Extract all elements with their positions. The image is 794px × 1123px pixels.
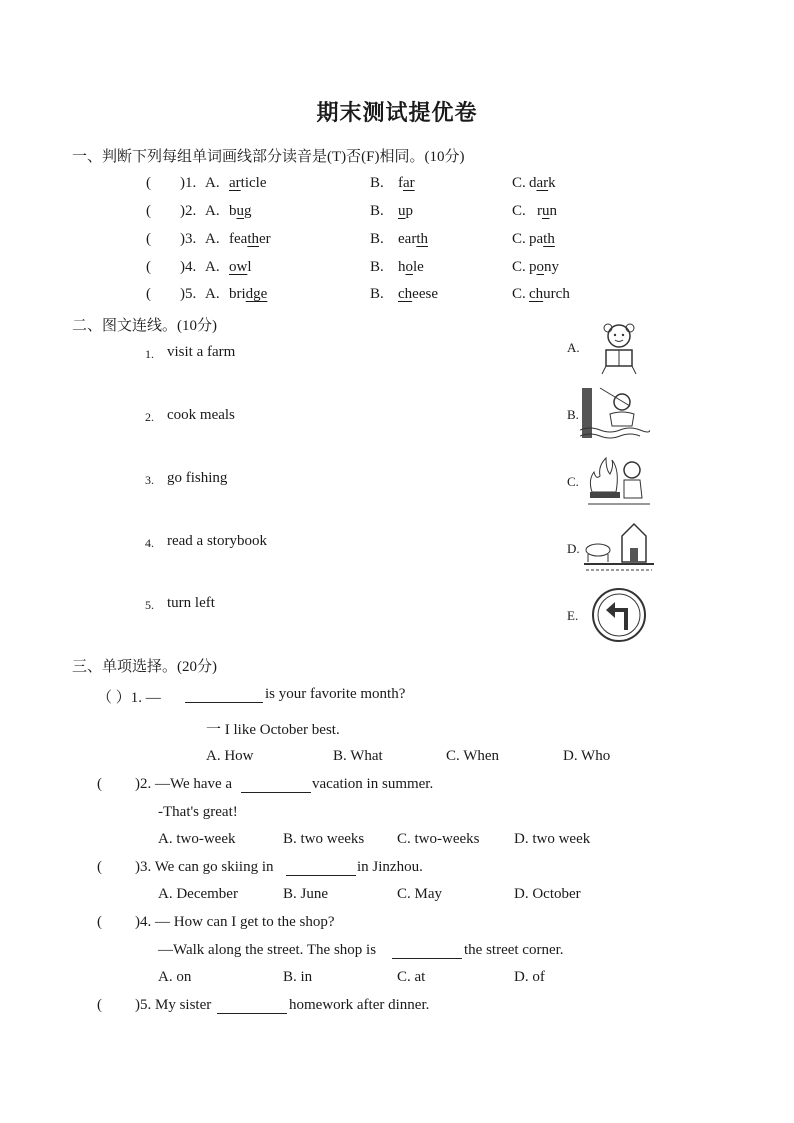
q2-reply: -That's great!: [158, 804, 238, 820]
turn-left-sign-icon: [584, 586, 654, 644]
q4-stem: )4. — How can I get to the shop?: [135, 914, 335, 930]
word-c: [529, 231, 555, 248]
word-a: [229, 259, 252, 276]
option-c[interactable]: C. When: [446, 748, 500, 764]
q2-stem-end: vacation in summer.: [312, 776, 434, 792]
answer-blank[interactable]: [286, 875, 356, 876]
option-a[interactable]: A. two-week: [158, 831, 236, 847]
word-part: pa: [529, 231, 544, 247]
phrase-go-fishing: go fishing: [167, 470, 228, 486]
word-b: [398, 286, 438, 303]
q4-reply-end: the street corner.: [464, 942, 564, 958]
pic-label: E.: [567, 608, 579, 623]
q1-stem: is your favorite month?: [265, 686, 406, 702]
option-d[interactable]: D. Who: [563, 748, 611, 764]
q3-stem: )3. We can go skiing in: [135, 859, 274, 875]
option-label: A.: [205, 175, 220, 191]
underlined-letters: u: [236, 203, 244, 219]
word-b: [398, 259, 424, 276]
answer-paren[interactable]: (: [146, 203, 151, 219]
question-number: )4.: [180, 259, 197, 275]
word-b: [398, 175, 415, 192]
word-part: p: [405, 203, 413, 219]
question-number: )3.: [180, 231, 197, 247]
option-label: C.: [512, 203, 526, 219]
word-c: [529, 286, 570, 303]
option-label: B.: [370, 286, 384, 302]
option-b[interactable]: B. two weeks: [283, 831, 365, 847]
option-d[interactable]: D. two week: [514, 831, 591, 847]
option-label: C.: [512, 259, 526, 275]
word-c: [537, 203, 557, 220]
word-part: r: [537, 203, 542, 219]
word-b: [398, 231, 428, 248]
option-label: B.: [370, 203, 384, 219]
option-a[interactable]: A. December: [158, 886, 238, 902]
answer-paren[interactable]: (: [146, 259, 151, 275]
underlined-letters: ar: [536, 175, 549, 191]
q5-stem: )5. My sister: [135, 997, 212, 1013]
option-label: A.: [205, 259, 220, 275]
underlined-letters: dge: [245, 286, 268, 302]
page-title: 期末测试提优卷: [316, 101, 478, 126]
underlined-letters: th: [543, 231, 555, 247]
q4-reply: —Walk along the street. The shop is: [158, 942, 377, 958]
option-label: A.: [205, 231, 220, 247]
question-number: )5.: [180, 286, 197, 302]
word-part: urch: [543, 286, 570, 302]
word-part: fea: [229, 231, 248, 247]
girl-reading-icon: [584, 318, 654, 376]
word-part: h: [398, 259, 406, 275]
underlined-letters: u: [398, 203, 406, 219]
cooking-icon: [584, 452, 654, 510]
word-part: ticle: [240, 175, 267, 191]
word-a: [229, 203, 252, 220]
q3-paren: (: [97, 859, 102, 875]
section1-heading: 一、判断下列每组单词画线部分读音是(T)否(F)相同。(10分): [72, 149, 465, 165]
option-label: C.: [512, 231, 526, 247]
pic-label: C.: [567, 474, 579, 489]
phrase-read-a-storybook: read a storybook: [167, 533, 267, 549]
word-part: g: [244, 203, 252, 219]
word-c: [529, 175, 556, 192]
underlined-letters: ar: [403, 175, 415, 191]
q3-stem-end: in Jinzhou.: [357, 859, 423, 875]
option-c[interactable]: C. May: [397, 886, 442, 902]
word-a: [229, 175, 266, 192]
q4-paren: (: [97, 914, 102, 930]
pic-label: B.: [567, 407, 579, 422]
option-b[interactable]: B. June: [283, 886, 328, 902]
q2-paren: (: [97, 776, 102, 792]
underlined-letters: ch: [529, 286, 544, 302]
question-number: )1.: [180, 175, 197, 191]
word-b: [398, 203, 413, 220]
section3-heading: 三、单项选择。(20分): [72, 659, 217, 675]
q5-stem-end: homework after dinner.: [289, 997, 430, 1013]
option-c[interactable]: C. at: [397, 969, 426, 985]
word-part: b: [229, 203, 237, 219]
underlined-letters: th: [416, 231, 428, 247]
answer-paren[interactable]: (: [146, 175, 151, 191]
item-number: 3.: [145, 473, 154, 487]
underlined-letters: ch: [398, 286, 413, 302]
option-label: A.: [205, 286, 220, 302]
option-label: B.: [370, 231, 384, 247]
option-a[interactable]: A. on: [158, 969, 192, 985]
option-b[interactable]: B. What: [333, 748, 383, 764]
word-part: p: [529, 259, 537, 275]
option-label: A.: [205, 203, 220, 219]
item-number: 1.: [145, 347, 154, 361]
word-part: ear: [398, 231, 417, 247]
answer-paren[interactable]: (: [146, 286, 151, 302]
pic-label: A.: [567, 340, 580, 355]
underlined-letters: th: [247, 231, 259, 247]
question-number: )2.: [180, 203, 197, 219]
word-part: ny: [544, 259, 559, 275]
word-a: [229, 286, 267, 303]
underlined-letters: ow: [229, 259, 248, 275]
q1-answer-line: 一 I like October best.: [206, 722, 340, 738]
word-part: eese: [412, 286, 438, 302]
phrase-visit-a-farm: visit a farm: [167, 344, 236, 360]
underlined-letters: ar: [229, 175, 241, 191]
option-label: C.: [512, 175, 526, 191]
word-part: er: [258, 231, 271, 247]
underlined-letters: u: [542, 203, 550, 219]
fishing-icon: [580, 384, 650, 442]
item-number: 4.: [145, 536, 154, 550]
underlined-letters: o: [405, 259, 413, 275]
underlined-letters: o: [536, 259, 544, 275]
item-number: 2.: [145, 410, 154, 424]
phrase-turn-left: turn left: [167, 595, 215, 611]
option-label: C.: [512, 286, 526, 302]
section2-heading: 二、图文连线。(10分): [72, 318, 217, 334]
pic-label: D.: [567, 541, 580, 556]
word-part: bri: [229, 286, 246, 302]
option-b[interactable]: B. in: [283, 969, 313, 985]
option-a[interactable]: A. How: [206, 748, 254, 764]
option-d[interactable]: D. October: [514, 886, 581, 902]
item-number: 5.: [145, 598, 154, 612]
q1-prefix: （ ）1. —: [97, 690, 161, 706]
q2-stem: )2. —We have a: [135, 776, 233, 792]
phrase-cook-meals: cook meals: [167, 407, 235, 423]
option-label: B.: [370, 175, 384, 191]
answer-blank[interactable]: [392, 958, 462, 959]
word-part: k: [548, 175, 556, 191]
word-part: l: [247, 259, 252, 275]
answer-paren[interactable]: (: [146, 231, 151, 247]
option-c[interactable]: C. two-weeks: [397, 831, 480, 847]
q5-paren: (: [97, 997, 102, 1013]
word-a: [229, 231, 271, 248]
word-part: le: [413, 259, 424, 275]
option-d[interactable]: D. of: [514, 969, 545, 985]
farm-icon: [584, 518, 654, 576]
word-part: n: [549, 203, 557, 219]
word-part: f: [398, 175, 403, 191]
answer-blank[interactable]: [185, 702, 263, 703]
word-c: [529, 259, 559, 276]
answer-blank[interactable]: [241, 792, 311, 793]
word-part: d: [529, 175, 537, 191]
answer-blank[interactable]: [217, 1013, 287, 1014]
option-label: B.: [370, 259, 384, 275]
